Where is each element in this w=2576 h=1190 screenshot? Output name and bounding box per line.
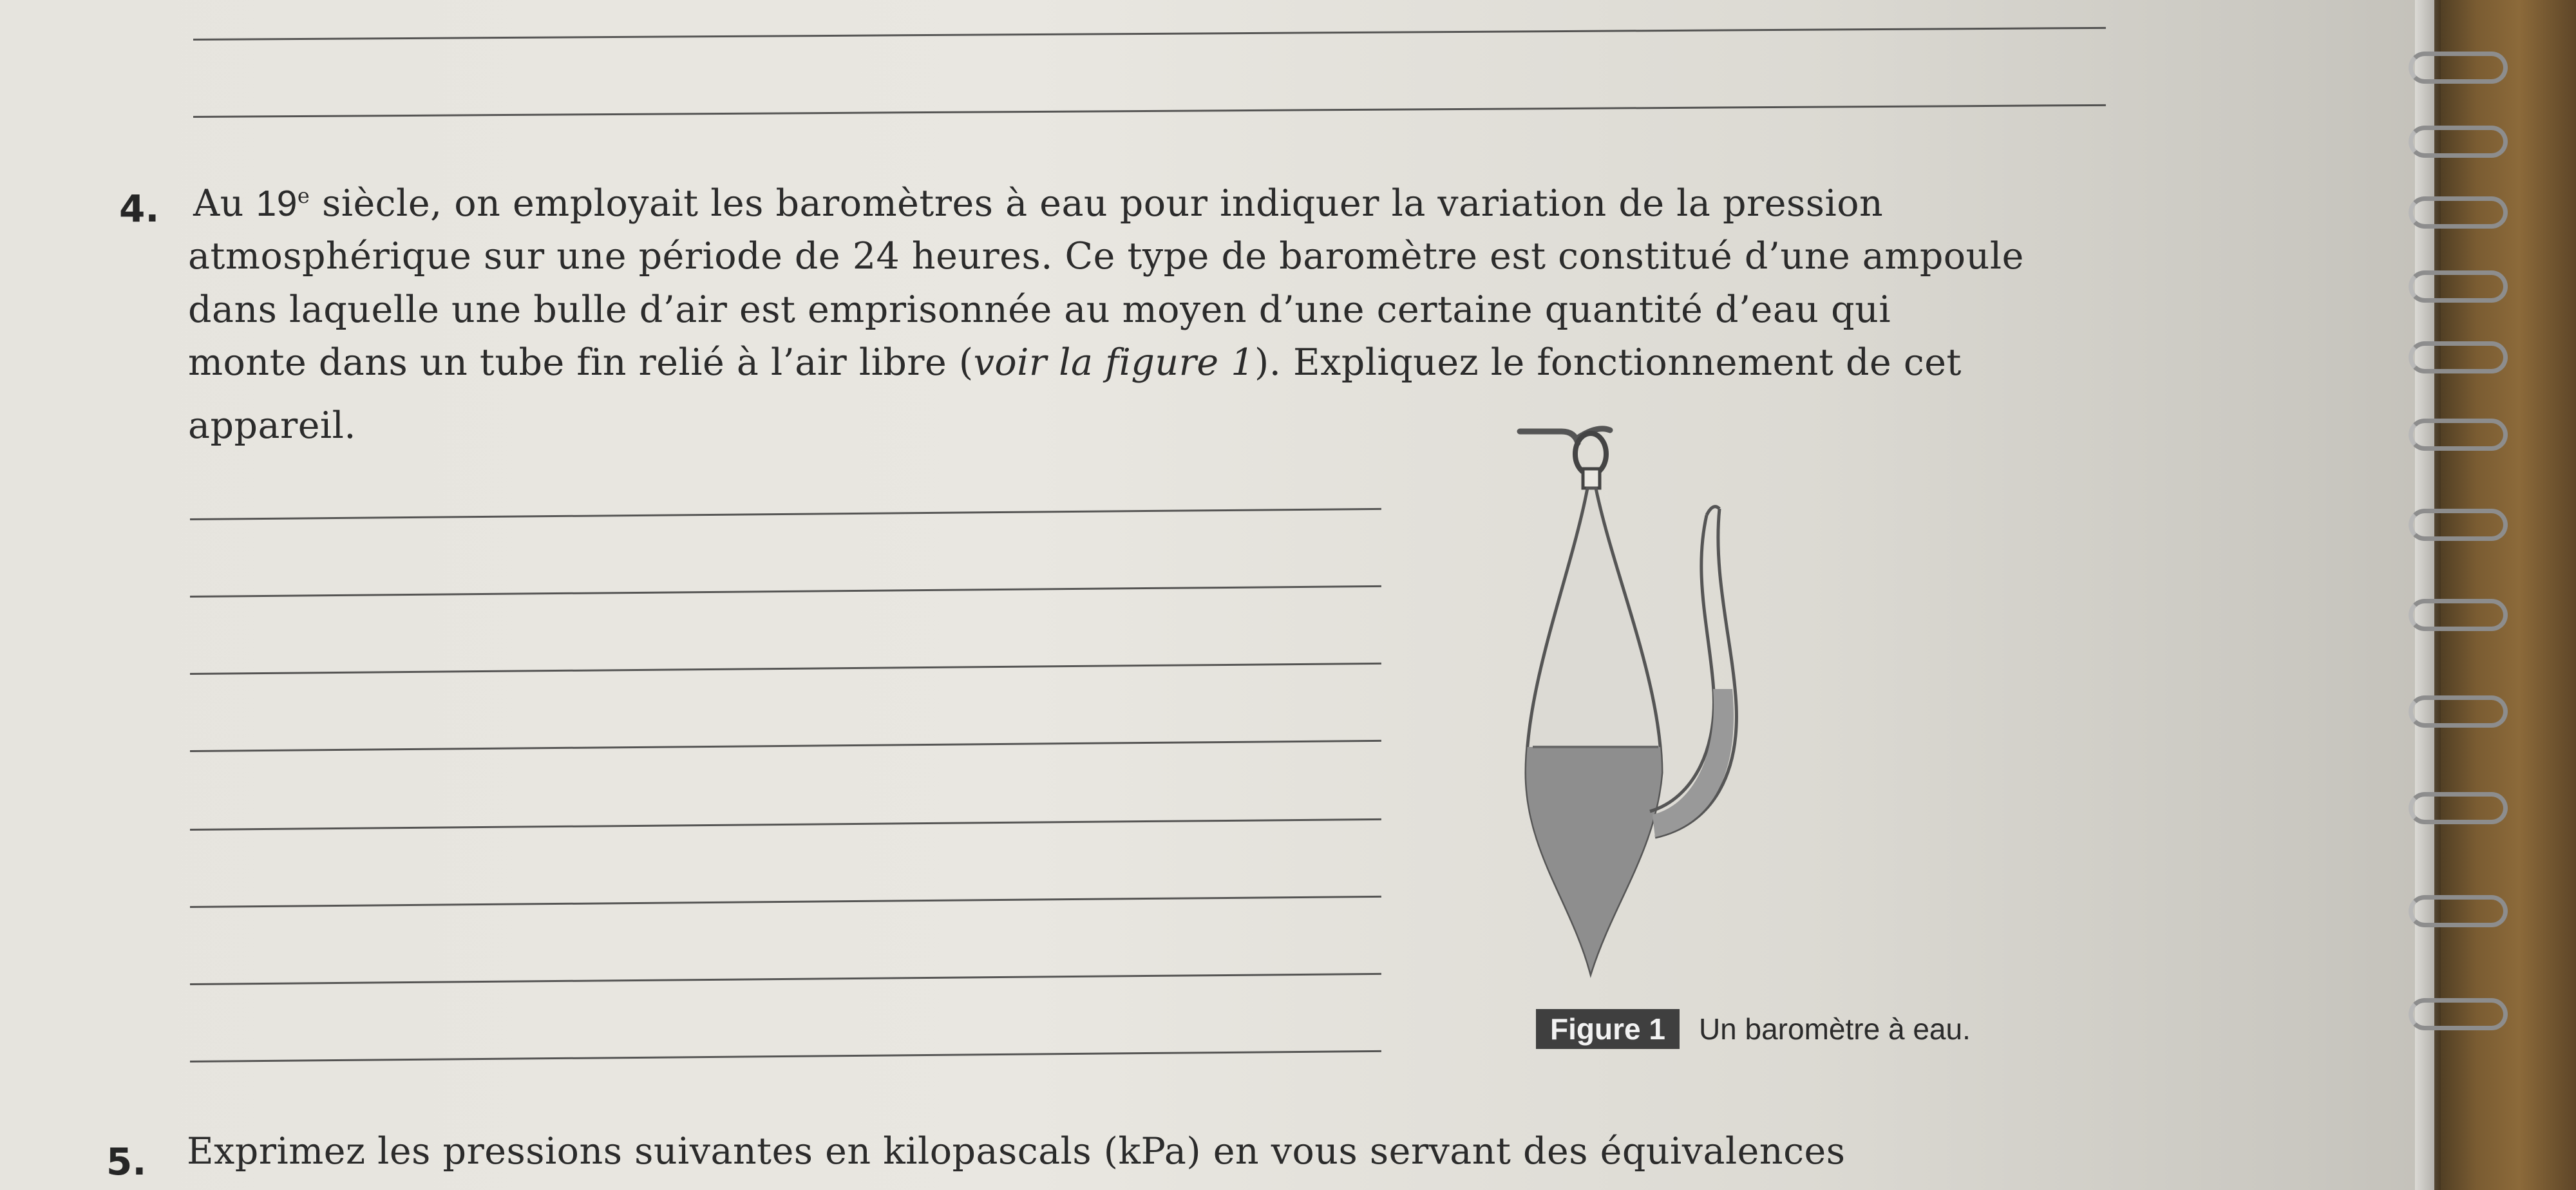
figure-reference: voir la figure 1 bbox=[973, 341, 1255, 384]
question-text-line bbox=[188, 341, 1962, 384]
answer-line[interactable] bbox=[190, 1050, 1381, 1062]
spiral-ring-icon bbox=[2409, 895, 2508, 927]
answer-line[interactable] bbox=[190, 973, 1381, 985]
question-text-line: atmosphérique sur une période de 24 heures. Ce type de baromètre est constitué d’une ampoule bbox=[188, 235, 2024, 278]
question-number: 5. bbox=[106, 1140, 147, 1184]
answer-line[interactable] bbox=[190, 896, 1381, 908]
spiral-ring-icon bbox=[2409, 792, 2508, 824]
spiral-ring-icon bbox=[2409, 341, 2508, 373]
answer-line[interactable] bbox=[190, 585, 1381, 598]
text-fragment: Au bbox=[193, 182, 256, 225]
spiral-ring-icon bbox=[2409, 126, 2508, 158]
figure-caption-text: Un baromètre à eau. bbox=[1698, 1012, 1971, 1046]
figure-caption bbox=[1536, 1008, 1971, 1050]
question-text-line bbox=[193, 182, 1883, 225]
question-number: 4. bbox=[119, 187, 160, 231]
century-number: 19 bbox=[256, 183, 298, 224]
superscript: e bbox=[297, 184, 310, 208]
spiral-ring-icon bbox=[2409, 419, 2508, 451]
spiral-ring-icon bbox=[2409, 599, 2508, 631]
hanger-bar bbox=[1520, 431, 1578, 443]
text-fragment: ). Expliquez le fonctionnement de cet bbox=[1254, 341, 1962, 384]
answer-line[interactable] bbox=[190, 508, 1381, 520]
spiral-ring-icon bbox=[2409, 52, 2508, 84]
figure-label: Figure 1 bbox=[1536, 1009, 1680, 1049]
spiral-ring-icon bbox=[2409, 695, 2508, 728]
question-text-line: appareil. bbox=[188, 404, 356, 447]
text-fragment: siècle, on employait les baromètres à eau pour indiquer la variation de la pression bbox=[310, 182, 1884, 225]
spiral-ring-icon bbox=[2409, 270, 2508, 303]
text-fragment: monte dans un tube fin relié à l’air libre ( bbox=[188, 341, 974, 384]
answer-line[interactable] bbox=[190, 663, 1381, 675]
spiral-ring-icon bbox=[2409, 196, 2508, 229]
answer-line[interactable] bbox=[190, 740, 1381, 752]
bulb-neck bbox=[1583, 469, 1600, 488]
answer-line[interactable] bbox=[193, 27, 2106, 41]
answer-line[interactable] bbox=[193, 104, 2106, 118]
water-in-spout bbox=[1653, 689, 1734, 837]
answer-line[interactable] bbox=[190, 818, 1381, 831]
spiral-ring-icon bbox=[2409, 998, 2508, 1030]
water-barometer-illustration bbox=[1501, 412, 1823, 992]
question-text-line: Exprimez les pressions suivantes en kilopascals (kPa) en vous servant des équivalences bbox=[187, 1130, 1846, 1173]
spiral-ring-icon bbox=[2409, 509, 2508, 541]
question-text-line: dans laquelle une bulle d’air est emprisonnée au moyen d’une certaine quantité d’eau qui bbox=[188, 288, 1891, 331]
